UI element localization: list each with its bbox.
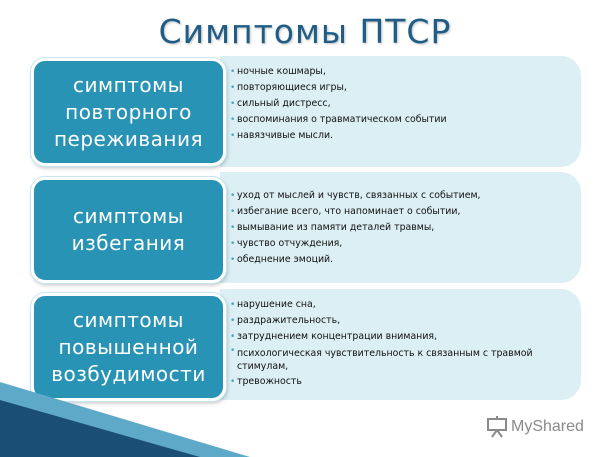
decorative-wedge (0, 382, 250, 457)
symptom-item: • уход от мыслей и чувств, связанных с событием, (230, 188, 575, 204)
bullet-icon: • (230, 223, 236, 233)
bullet-icon: • (230, 316, 236, 326)
symptom-item: • избегание всего, что напоминает о событии, (230, 204, 575, 220)
category-label-line: возбудимости (51, 361, 206, 386)
symptom-list-panel (220, 289, 581, 400)
symptom-list (220, 172, 581, 268)
page-title: Симптомы ПТСР (158, 12, 452, 51)
symptom-item: • затруднением концентрации внимания, (230, 329, 575, 345)
symptom-item: • повторяющиеся игры, (230, 80, 575, 96)
symptom-item: • навязчивые мысли. (230, 128, 575, 144)
bullet-icon: • (230, 99, 236, 109)
bullet-icon: • (230, 300, 236, 310)
bullet-icon: • (230, 255, 236, 265)
symptom-list-panel (220, 56, 581, 167)
bullet-icon: • (230, 67, 236, 77)
bullet-icon: • (230, 332, 236, 342)
bullet-icon: • (230, 346, 236, 356)
symptom-item: • нарушение сна, (230, 297, 575, 313)
symptom-item: • воспоминания о травматическом событии (230, 112, 575, 128)
watermark-text: MyShared (511, 418, 584, 435)
bullet-icon: • (230, 377, 236, 387)
bullet-icon: • (230, 239, 236, 249)
bullet-icon: • (230, 131, 236, 141)
watermark-logo (486, 416, 584, 438)
category-label-line: симптомы (73, 204, 184, 228)
bullet-icon: • (230, 191, 236, 201)
bullet-icon: • (230, 83, 236, 93)
symptom-item: • психологическая чувствительность к связанным с травмой стимулам, (230, 346, 533, 372)
category-box (31, 58, 226, 166)
category-label-line: повторного (65, 99, 192, 124)
symptom-item: • обеднение эмоций. (230, 252, 575, 268)
symptom-list (220, 289, 581, 390)
category-box (31, 177, 226, 283)
symptom-list (220, 56, 581, 144)
category-label-line: повышенной (58, 334, 199, 359)
symptom-item: • раздражительность, (230, 313, 575, 329)
symptom-item: • ночные кошмары, (230, 64, 575, 80)
symptom-list-panel (220, 172, 581, 283)
symptom-item: • сильный дистресс, (230, 96, 575, 112)
symptom-item: • вымывание из памяти деталей травмы, (230, 220, 575, 236)
symptom-item: • чувство отчуждения, (230, 236, 575, 252)
category-label-line: избегания (71, 231, 186, 255)
category-label-line: симптомы (73, 307, 184, 332)
category-label-line: симптомы (73, 72, 184, 97)
bullet-icon: • (230, 207, 236, 217)
presentation-board-icon (486, 416, 508, 438)
symptom-item: • тревожность (230, 374, 575, 390)
category-label-line: переживания (53, 126, 204, 151)
bullet-icon: • (230, 115, 236, 125)
